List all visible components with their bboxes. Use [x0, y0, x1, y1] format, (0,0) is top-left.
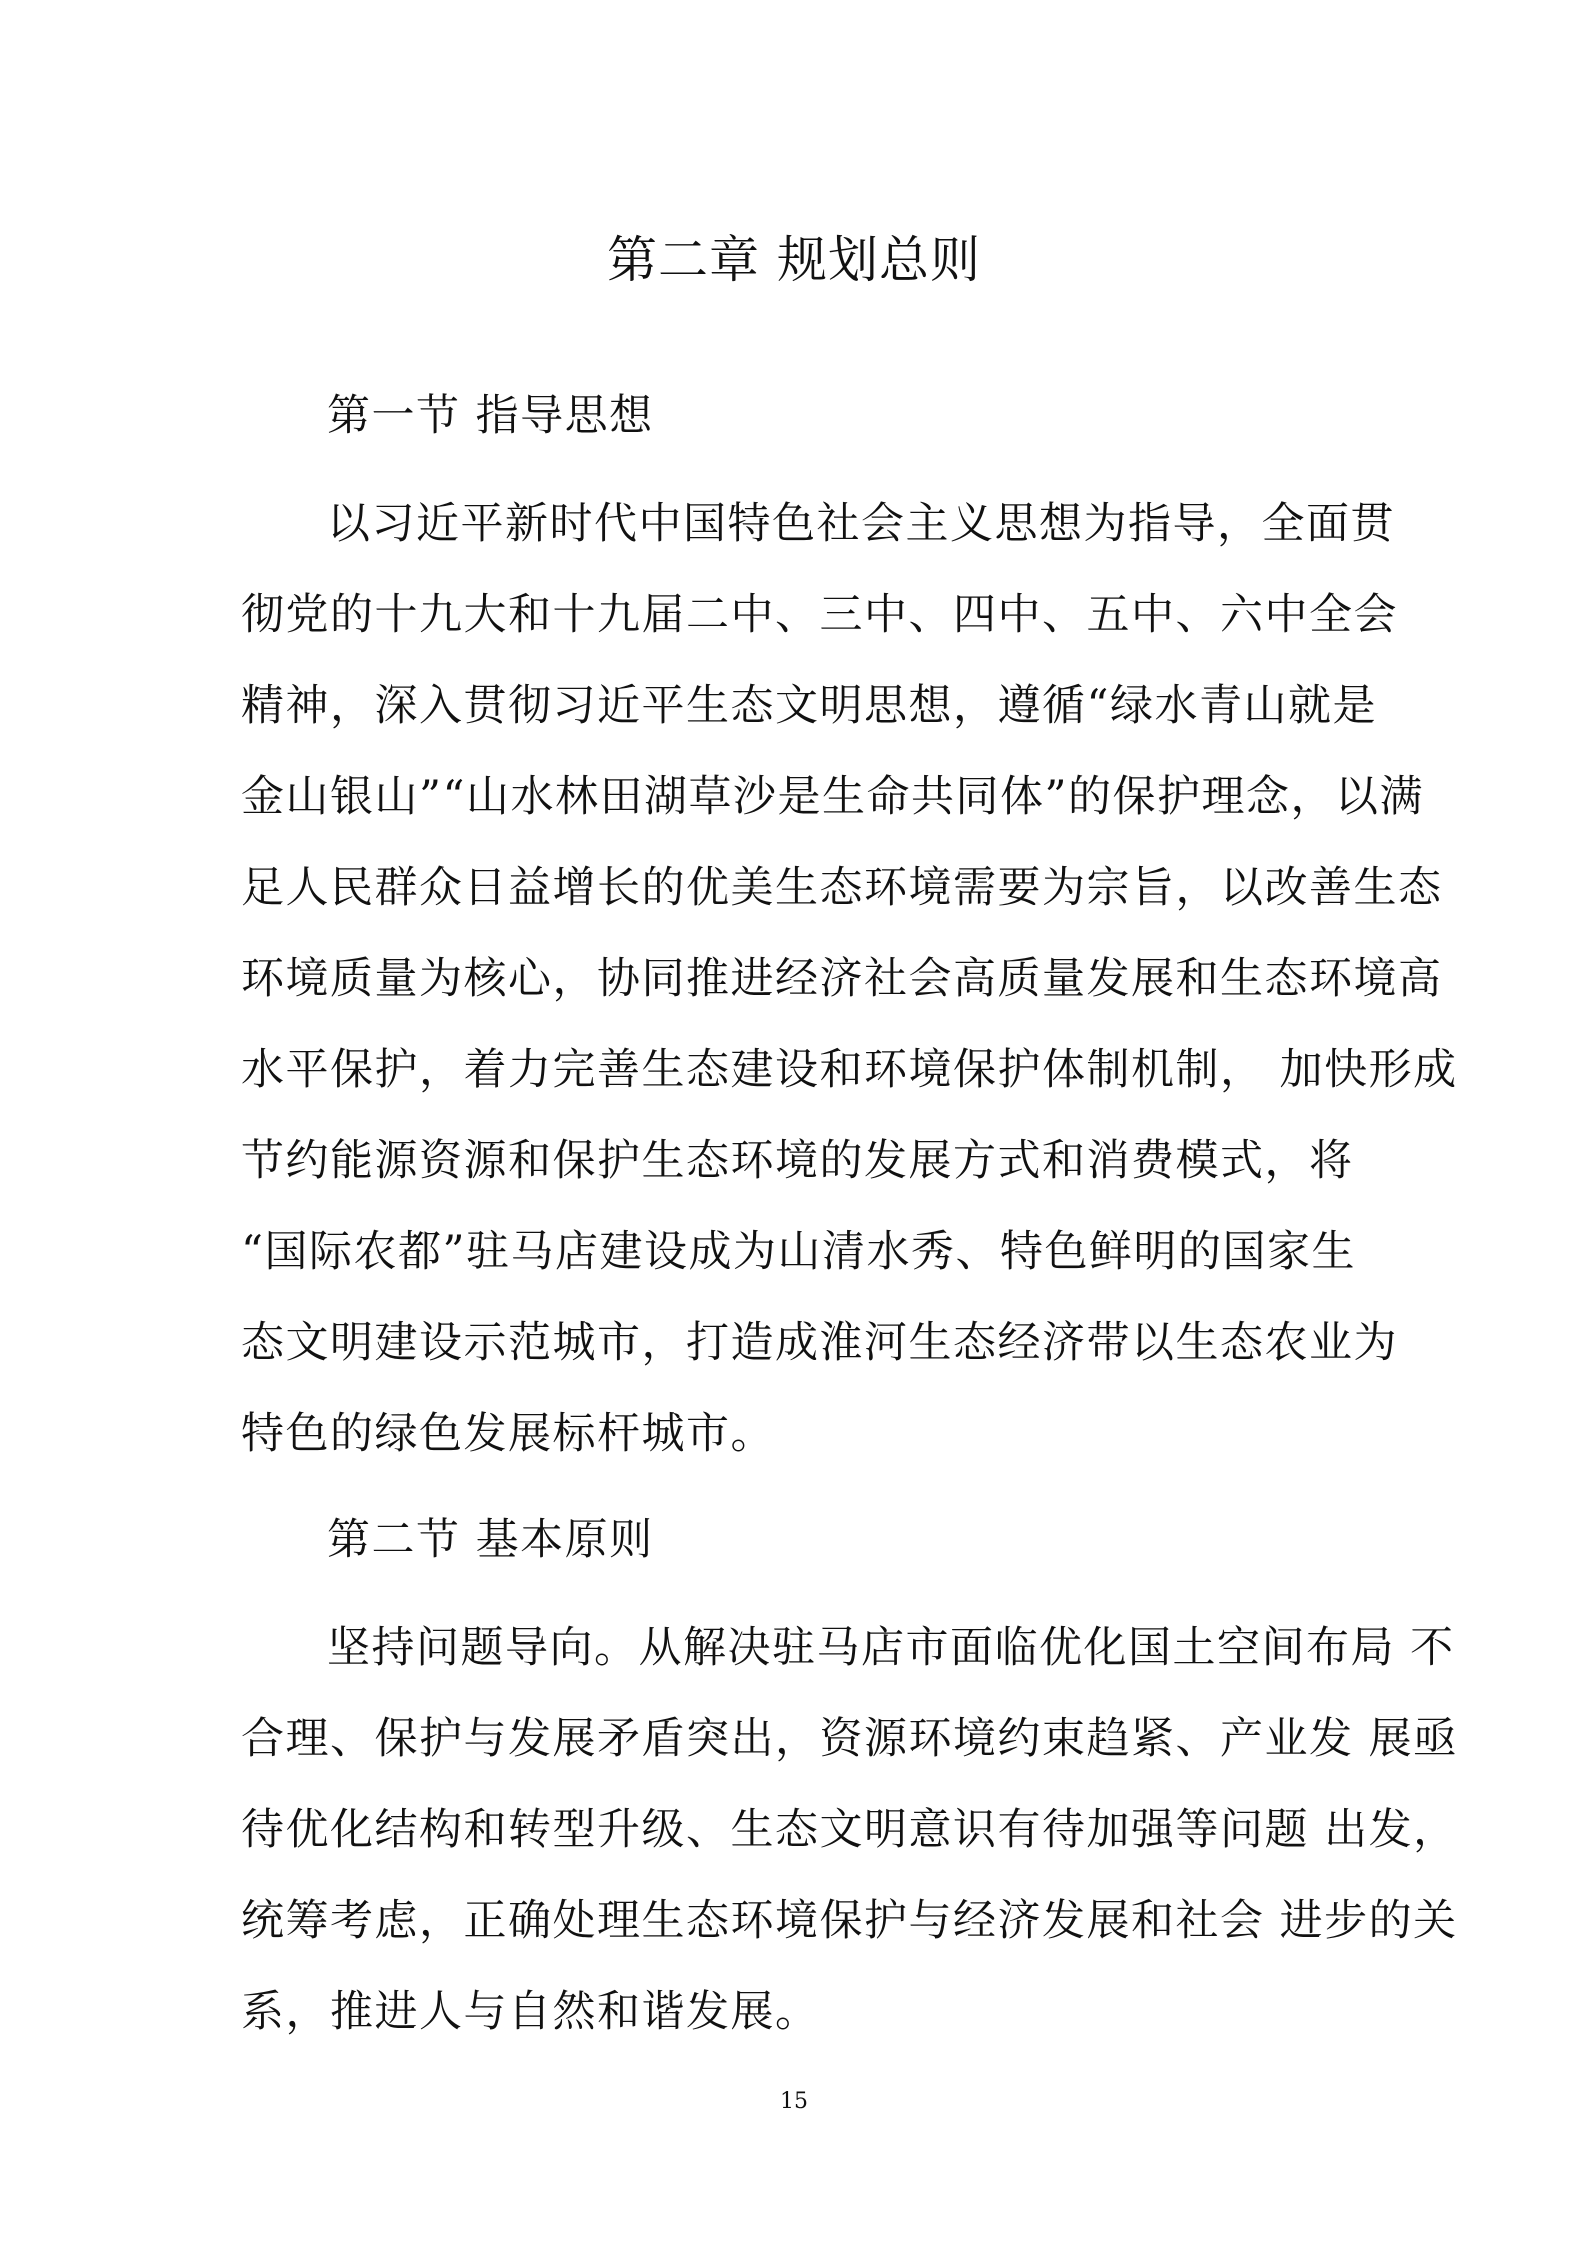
section-heading-basic-principles: 第二节 基本原则: [327, 1515, 654, 1565]
paragraph-line: 合理、保护与发展矛盾突出，资源环境约束趋紧、产业发 展亟: [241, 1714, 1458, 1764]
paragraph-line: 以习近平新时代中国特色社会主义思想为指导，全面贯: [327, 499, 1395, 549]
paragraph-line: 节约能源资源和保护生态环境的发展方式和消费模式，将: [241, 1136, 1354, 1186]
paragraph-line: 足人民群众日益增长的优美生态环境需要为宗旨，以改善生态: [241, 863, 1443, 913]
paragraph-line: 精神，深入贯彻习近平生态文明思想，遵循“绿水青山就是: [241, 681, 1377, 731]
chapter-title: 第二章 规划总则: [607, 231, 981, 289]
paragraph-line: 统筹考虑，正确处理生态环境保护与经济发展和社会 进步的关: [241, 1896, 1458, 1946]
paragraph-line: 彻党的十九大和十九届二中、三中、四中、五中、六中全会: [241, 590, 1398, 640]
paragraph-line: 坚持问题导向。从解决驻马店市面临优化国土空间布局 不: [327, 1623, 1455, 1673]
paragraph-line: 环境质量为核心，协同推进经济社会高质量发展和生态环境高: [241, 954, 1443, 1004]
paragraph-line: 金山银山”“山水林田湖草沙是生命共同体”的保护理念，以满: [241, 772, 1424, 822]
paragraph-line: 态文明建设示范城市，打造成淮河生态经济带以生态农业为: [241, 1318, 1398, 1368]
section-heading-guiding-ideology: 第一节 指导思想: [327, 391, 654, 441]
page-number: 15: [780, 2089, 808, 2114]
paragraph-line: “国际农都”驻马店建设成为山清水秀、特色鲜明的国家生: [241, 1227, 1356, 1277]
paragraph-line: 待优化结构和转型升级、生态文明意识有待加强等问题 出发，: [241, 1805, 1458, 1855]
paragraph-line: 系，推进人与自然和谐发展。: [241, 1987, 820, 2037]
paragraph-line: 水平保护，着力完善生态建设和环境保护体制机制， 加快形成: [241, 1045, 1458, 1095]
paragraph-line: 特色的绿色发展标杆城市。: [241, 1409, 775, 1459]
